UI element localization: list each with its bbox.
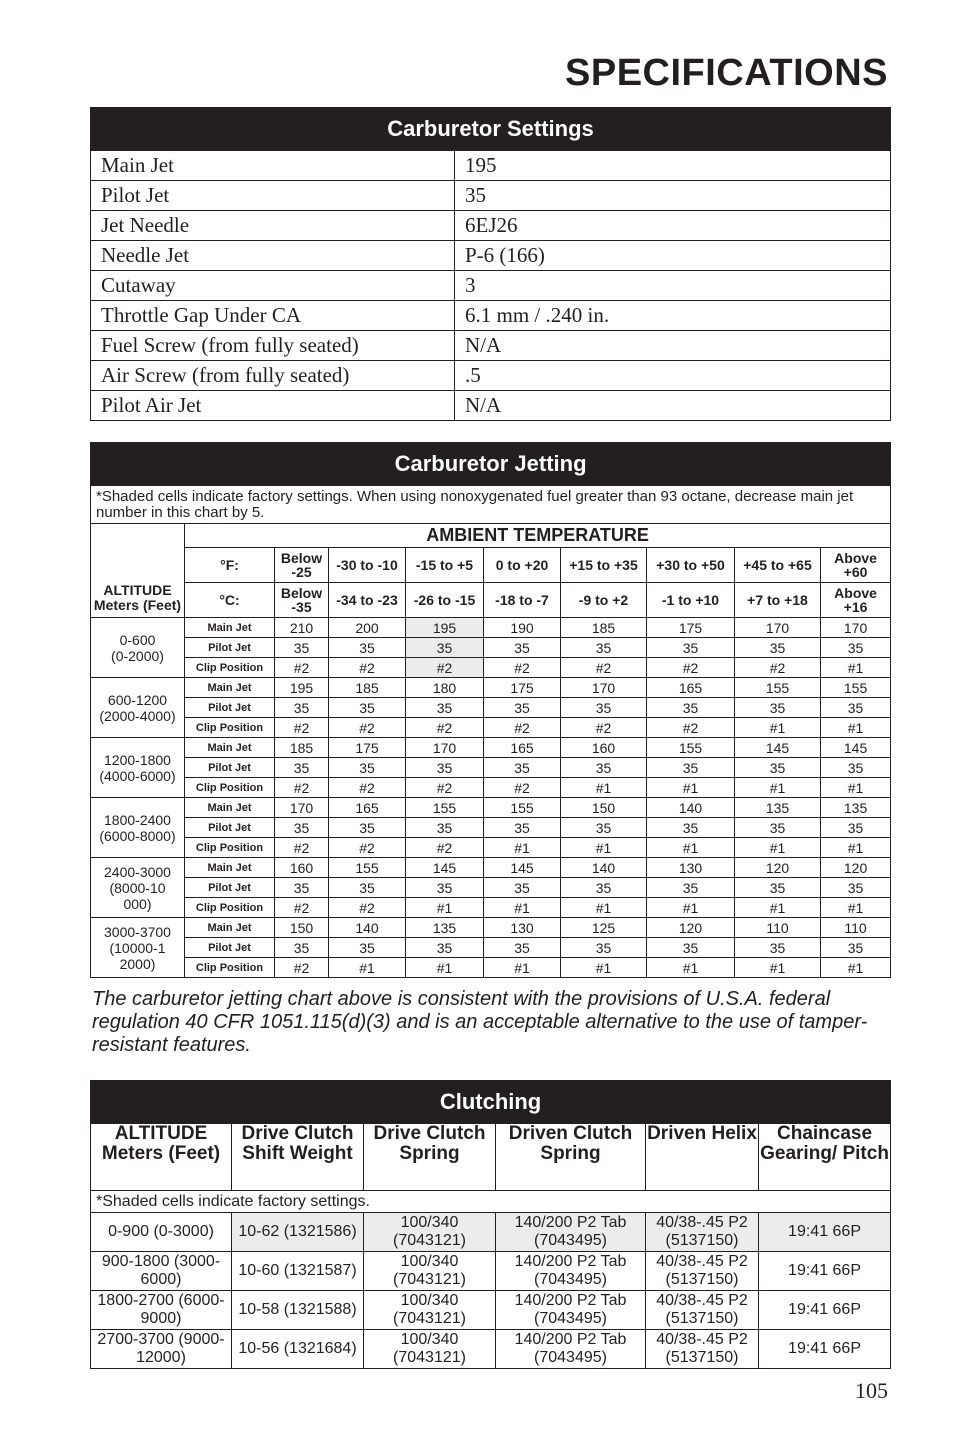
jetting-row-label: Pilot Jet <box>185 638 275 658</box>
jetting-cell: #2 <box>406 718 484 738</box>
jetting-cell: 145 <box>821 738 891 758</box>
jetting-cell: 35 <box>821 878 891 898</box>
jetting-cell: #1 <box>735 778 821 798</box>
jetting-cell: 165 <box>484 738 561 758</box>
jetting-cell: 160 <box>275 858 329 878</box>
celsius-range: -18 to -7 <box>484 583 561 618</box>
jetting-row-label: Clip Position <box>185 778 275 798</box>
altitude-header: ALTITUDE Meters (Feet) <box>91 524 185 618</box>
jetting-row <box>91 818 891 838</box>
altitude-cell <box>91 738 185 798</box>
settings-row <box>91 241 891 271</box>
fahrenheit-range: 0 to +20 <box>484 548 561 583</box>
fahrenheit-range: +30 to +50 <box>647 548 735 583</box>
fahrenheit-range: +15 to +35 <box>561 548 647 583</box>
jetting-cell: 170 <box>406 738 484 758</box>
clutching-header: Drive Clutch Spring <box>364 1124 496 1191</box>
jetting-cell: 35 <box>484 698 561 718</box>
jetting-cell: 35 <box>329 818 406 838</box>
jetting-cell: 35 <box>821 638 891 658</box>
clutching-cell: 100/340 (7043121) <box>364 1252 496 1291</box>
jetting-cell: 35 <box>484 638 561 658</box>
jetting-cell: #1 <box>561 778 647 798</box>
jetting-cell: #1 <box>647 838 735 858</box>
jetting-cell: #2 <box>329 838 406 858</box>
jetting-row <box>91 718 891 738</box>
altitude-feet: (4000-6000) <box>99 767 176 784</box>
setting-label: Needle Jet <box>91 241 455 271</box>
ambient-temperature-header: AMBIENT TEMPERATURE <box>185 524 891 548</box>
jetting-cell: 35 <box>329 698 406 718</box>
jetting-cell: #1 <box>484 838 561 858</box>
jetting-cell: #2 <box>406 838 484 858</box>
jetting-cell: 185 <box>561 618 647 638</box>
jetting-row <box>91 638 891 658</box>
jetting-cell: #1 <box>561 958 647 978</box>
jetting-cell: #2 <box>561 658 647 678</box>
jetting-cell: 135 <box>735 798 821 818</box>
jetting-cell: 35 <box>647 758 735 778</box>
jetting-cell: 140 <box>561 858 647 878</box>
jetting-cell: 35 <box>561 878 647 898</box>
jetting-cell: 140 <box>647 798 735 818</box>
jetting-cell: 200 <box>329 618 406 638</box>
page-title: SPECIFICATIONS <box>565 52 888 94</box>
jetting-cell: #2 <box>275 838 329 858</box>
jetting-cell: 35 <box>561 818 647 838</box>
jetting-cell: 35 <box>484 758 561 778</box>
jetting-cell: 35 <box>821 758 891 778</box>
altitude-meters: 1200-1800 <box>104 751 171 768</box>
altitude-cell <box>91 618 185 678</box>
jetting-cell: #1 <box>561 898 647 918</box>
jetting-cell: #2 <box>647 658 735 678</box>
altitude-cell <box>91 798 185 858</box>
clutching-cell: 140/200 P2 Tab (7043495) <box>496 1291 646 1330</box>
jetting-cell: 35 <box>275 818 329 838</box>
clutching-header: Driven Helix <box>646 1124 759 1191</box>
clutching-cell: 100/340 (7043121) <box>364 1213 496 1252</box>
jetting-cell: 160 <box>561 738 647 758</box>
jetting-cell: 130 <box>647 858 735 878</box>
altitude-meters: 2400-3000 <box>104 863 171 880</box>
clutching-header: ALTITUDE Meters (Feet) <box>91 1124 232 1191</box>
jetting-row-label: Pilot Jet <box>185 818 275 838</box>
jetting-cell: 35 <box>735 758 821 778</box>
fahrenheit-range: Above +60 <box>821 548 891 583</box>
jetting-cell: #1 <box>821 658 891 678</box>
jetting-cell: 170 <box>735 618 821 638</box>
jetting-cell: #1 <box>821 898 891 918</box>
jetting-cell: 35 <box>735 878 821 898</box>
jetting-cell: 120 <box>735 858 821 878</box>
jetting-cell: 155 <box>406 798 484 818</box>
jetting-cell: 35 <box>561 698 647 718</box>
jetting-row <box>91 738 891 758</box>
jetting-row-label: Main Jet <box>185 798 275 818</box>
jetting-cell: 140 <box>329 918 406 938</box>
jetting-cell: 190 <box>484 618 561 638</box>
carburetor-settings-table <box>90 107 891 421</box>
jetting-cell: 35 <box>406 818 484 838</box>
jetting-cell: 150 <box>561 798 647 818</box>
celsius-range: +7 to +18 <box>735 583 821 618</box>
settings-row <box>91 331 891 361</box>
setting-value: 3 <box>455 271 891 301</box>
jetting-row-label: Clip Position <box>185 718 275 738</box>
jetting-cell: 35 <box>647 638 735 658</box>
clutching-note: *Shaded cells indicate factory settings. <box>91 1191 891 1213</box>
jetting-cell: 35 <box>275 758 329 778</box>
jetting-cell: 110 <box>735 918 821 938</box>
jetting-cell: #2 <box>406 778 484 798</box>
jetting-cell: 170 <box>821 618 891 638</box>
jetting-cell: 120 <box>647 918 735 938</box>
celsius-label: °C: <box>185 583 275 618</box>
fahrenheit-range: +45 to +65 <box>735 548 821 583</box>
clutching-cell: 140/200 P2 Tab (7043495) <box>496 1252 646 1291</box>
clutching-cell: 19:41 66P <box>759 1330 891 1369</box>
jetting-cell: 155 <box>484 798 561 818</box>
jetting-row-label: Pilot Jet <box>185 758 275 778</box>
jetting-cell: 155 <box>647 738 735 758</box>
jetting-cell: 35 <box>406 698 484 718</box>
jetting-row-label: Main Jet <box>185 738 275 758</box>
clutching-header: Chaincase Gearing/ Pitch <box>759 1124 891 1191</box>
settings-row <box>91 361 891 391</box>
settings-row <box>91 391 891 421</box>
jetting-cell: #2 <box>275 958 329 978</box>
jetting-cell: #2 <box>484 658 561 678</box>
jetting-cell: #1 <box>821 718 891 738</box>
celsius-range: Above +16 <box>821 583 891 618</box>
clutching-row <box>91 1291 891 1330</box>
clutching-cell: 10-62 (1321586) <box>232 1213 364 1252</box>
jetting-cell: 35 <box>406 758 484 778</box>
clutching-cell: 10-56 (1321684) <box>232 1330 364 1369</box>
jetting-cell: 145 <box>735 738 821 758</box>
jetting-row <box>91 858 891 878</box>
jetting-cell: 180 <box>406 678 484 698</box>
jetting-row <box>91 938 891 958</box>
jetting-row <box>91 798 891 818</box>
clutching-cell: 40/38-.45 P2 (5137150) <box>646 1213 759 1252</box>
settings-row <box>91 211 891 241</box>
jetting-cell: 35 <box>735 818 821 838</box>
clutching-cell: 0-900 (0-3000) <box>91 1213 232 1252</box>
setting-label: Cutaway <box>91 271 455 301</box>
jetting-row <box>91 658 891 678</box>
clutching-cell: 900-1800 (3000-6000) <box>91 1252 232 1291</box>
jetting-row <box>91 898 891 918</box>
jetting-cell: 35 <box>735 638 821 658</box>
jetting-row-label: Pilot Jet <box>185 698 275 718</box>
jetting-row-label: Main Jet <box>185 618 275 638</box>
jetting-cell: 135 <box>821 798 891 818</box>
clutching-cell: 2700-3700 (9000-12000) <box>91 1330 232 1369</box>
jetting-row <box>91 698 891 718</box>
setting-value: 195 <box>455 151 891 181</box>
clutching-row <box>91 1330 891 1369</box>
jetting-row <box>91 678 891 698</box>
regulation-note: The carburetor jetting chart above is consistent with the provisions of U.S.A. federal regulation 40 CFR 1051.115(d)(3) and is an acceptable alternative to the use of tamper-resistant features. <box>92 988 868 1056</box>
jetting-cell: #2 <box>329 718 406 738</box>
clutching-cell: 140/200 P2 Tab (7043495) <box>496 1330 646 1369</box>
altitude-cell <box>91 858 185 918</box>
jetting-cell: #2 <box>275 778 329 798</box>
settings-row <box>91 301 891 331</box>
settings-row <box>91 151 891 181</box>
jetting-row <box>91 878 891 898</box>
jetting-cell: #1 <box>821 838 891 858</box>
altitude-meters: 600-1200 <box>107 691 168 708</box>
jetting-cell: #2 <box>484 718 561 738</box>
altitude-meters: 3000-3700 <box>104 923 171 940</box>
jetting-cell: 35 <box>329 938 406 958</box>
setting-value: .5 <box>455 361 891 391</box>
setting-value: N/A <box>455 331 891 361</box>
jetting-cell: 35 <box>329 758 406 778</box>
jetting-row <box>91 758 891 778</box>
clutching-header: Drive Clutch Shift Weight <box>232 1124 364 1191</box>
jetting-cell: 35 <box>647 818 735 838</box>
jetting-cell: 35 <box>275 698 329 718</box>
jetting-cell: 210 <box>275 618 329 638</box>
jetting-cell: #2 <box>561 718 647 738</box>
clutching-cell: 19:41 66P <box>759 1291 891 1330</box>
carburetor-jetting-table <box>90 442 891 978</box>
jetting-cell: 145 <box>406 858 484 878</box>
jetting-cell: 185 <box>329 678 406 698</box>
jetting-cell: 35 <box>647 698 735 718</box>
jetting-cell: #1 <box>484 958 561 978</box>
jetting-cell: 155 <box>821 678 891 698</box>
jetting-cell: #1 <box>735 898 821 918</box>
clutching-row <box>91 1252 891 1291</box>
jetting-cell: 135 <box>406 918 484 938</box>
clutching-cell: 19:41 66P <box>759 1213 891 1252</box>
setting-label: Fuel Screw (from fully seated) <box>91 331 455 361</box>
jetting-cell: 35 <box>821 938 891 958</box>
jetting-cell: 175 <box>484 678 561 698</box>
jetting-cell: #1 <box>735 958 821 978</box>
jetting-cell: #1 <box>561 838 647 858</box>
jetting-cell: #1 <box>735 718 821 738</box>
jetting-cell: 35 <box>275 938 329 958</box>
jetting-row-label: Pilot Jet <box>185 878 275 898</box>
jetting-cell: 35 <box>735 938 821 958</box>
jetting-cell: 35 <box>484 938 561 958</box>
jetting-row <box>91 838 891 858</box>
jetting-cell: 35 <box>561 758 647 778</box>
jetting-cell: 35 <box>484 818 561 838</box>
jetting-cell: 35 <box>329 638 406 658</box>
fahrenheit-range: -30 to -10 <box>329 548 406 583</box>
jetting-cell: #1 <box>735 838 821 858</box>
jetting-cell: #2 <box>484 778 561 798</box>
jetting-cell: #2 <box>329 898 406 918</box>
celsius-range: -1 to +10 <box>647 583 735 618</box>
setting-label: Jet Needle <box>91 211 455 241</box>
jetting-title: Carburetor Jetting <box>91 443 891 486</box>
jetting-cell: #1 <box>647 778 735 798</box>
jetting-row-label: Main Jet <box>185 918 275 938</box>
jetting-row-label: Clip Position <box>185 658 275 678</box>
page-number: 105 <box>855 1378 888 1403</box>
setting-value: N/A <box>455 391 891 421</box>
jetting-row-label: Main Jet <box>185 858 275 878</box>
altitude-feet: (0-2000) <box>111 647 164 664</box>
clutching-title: Clutching <box>91 1081 891 1124</box>
altitude-cell <box>91 918 185 978</box>
jetting-row <box>91 918 891 938</box>
jetting-row-label: Clip Position <box>185 898 275 918</box>
settings-row <box>91 181 891 211</box>
jetting-cell: 35 <box>406 638 484 658</box>
clutching-table <box>90 1080 891 1369</box>
jetting-row-label: Main Jet <box>185 678 275 698</box>
jetting-cell: 165 <box>647 678 735 698</box>
clutching-cell: 1800-2700 (6000-9000) <box>91 1291 232 1330</box>
jetting-cell: 170 <box>275 798 329 818</box>
jetting-cell: 35 <box>275 878 329 898</box>
clutching-cell: 40/38-.45 P2 (5137150) <box>646 1291 759 1330</box>
jetting-cell: 130 <box>484 918 561 938</box>
jetting-cell: 155 <box>735 678 821 698</box>
altitude-feet: (8000-10000) <box>109 879 166 912</box>
jetting-cell: 35 <box>329 878 406 898</box>
setting-value: 35 <box>455 181 891 211</box>
fahrenheit-range: -15 to +5 <box>406 548 484 583</box>
settings-title: Carburetor Settings <box>91 108 891 151</box>
celsius-range: Below -35 <box>275 583 329 618</box>
jetting-cell: 165 <box>329 798 406 818</box>
jetting-cell: 35 <box>647 938 735 958</box>
jetting-cell: 35 <box>735 698 821 718</box>
jetting-cell: #1 <box>484 898 561 918</box>
jetting-cell: 35 <box>647 878 735 898</box>
jetting-cell: 170 <box>561 678 647 698</box>
jetting-row-label: Pilot Jet <box>185 938 275 958</box>
jetting-note: *Shaded cells indicate factory settings. When using nonoxygenated fuel greater than 93 octane, decrease main jet number in this chart by 5. <box>91 486 891 524</box>
celsius-range: -9 to +2 <box>561 583 647 618</box>
altitude-feet: (2000-4000) <box>99 707 176 724</box>
setting-label: Pilot Jet <box>91 181 455 211</box>
jetting-cell: 35 <box>821 698 891 718</box>
jetting-row <box>91 958 891 978</box>
jetting-cell: #1 <box>329 958 406 978</box>
jetting-cell: 35 <box>484 878 561 898</box>
jetting-cell: #1 <box>647 958 735 978</box>
jetting-cell: #2 <box>406 658 484 678</box>
jetting-cell: 195 <box>406 618 484 638</box>
jetting-row-label: Clip Position <box>185 838 275 858</box>
clutching-cell: 10-58 (1321588) <box>232 1291 364 1330</box>
jetting-cell: 150 <box>275 918 329 938</box>
setting-value: P-6 (166) <box>455 241 891 271</box>
jetting-cell: 145 <box>484 858 561 878</box>
setting-label: Air Screw (from fully seated) <box>91 361 455 391</box>
altitude-feet: (10000-12000) <box>109 939 166 972</box>
setting-value: 6.1 mm / .240 in. <box>455 301 891 331</box>
celsius-range: -26 to -15 <box>406 583 484 618</box>
jetting-cell: 35 <box>561 638 647 658</box>
jetting-cell: #1 <box>406 958 484 978</box>
jetting-cell: #2 <box>329 778 406 798</box>
celsius-range: -34 to -23 <box>329 583 406 618</box>
jetting-cell: 175 <box>329 738 406 758</box>
jetting-cell: 155 <box>329 858 406 878</box>
jetting-cell: #2 <box>275 718 329 738</box>
jetting-cell: #2 <box>275 898 329 918</box>
jetting-row <box>91 618 891 638</box>
clutching-cell: 19:41 66P <box>759 1252 891 1291</box>
jetting-cell: #2 <box>647 718 735 738</box>
jetting-cell: 35 <box>561 938 647 958</box>
jetting-cell: #2 <box>735 658 821 678</box>
fahrenheit-label: °F: <box>185 548 275 583</box>
jetting-cell: 35 <box>406 878 484 898</box>
jetting-cell: 120 <box>821 858 891 878</box>
jetting-cell: #1 <box>647 898 735 918</box>
jetting-cell: 125 <box>561 918 647 938</box>
jetting-cell: #1 <box>406 898 484 918</box>
jetting-cell: 185 <box>275 738 329 758</box>
clutching-cell: 40/38-.45 P2 (5137150) <box>646 1330 759 1369</box>
clutching-cell: 10-60 (1321587) <box>232 1252 364 1291</box>
jetting-row <box>91 778 891 798</box>
altitude-meters: 1800-2400 <box>104 811 171 828</box>
jetting-cell: 35 <box>821 818 891 838</box>
clutching-cell: 140/200 P2 Tab (7043495) <box>496 1213 646 1252</box>
clutching-cell: 40/38-.45 P2 (5137150) <box>646 1252 759 1291</box>
setting-label: Throttle Gap Under CA <box>91 301 455 331</box>
jetting-cell: 195 <box>275 678 329 698</box>
clutching-cell: 100/340 (7043121) <box>364 1291 496 1330</box>
jetting-cell: 35 <box>406 938 484 958</box>
setting-value: 6EJ26 <box>455 211 891 241</box>
jetting-cell: #2 <box>329 658 406 678</box>
clutching-header: Driven Clutch Spring <box>496 1124 646 1191</box>
altitude-feet: (6000-8000) <box>99 827 176 844</box>
jetting-cell: #2 <box>275 658 329 678</box>
jetting-cell: #1 <box>821 778 891 798</box>
clutching-row <box>91 1213 891 1252</box>
jetting-row-label: Clip Position <box>185 958 275 978</box>
jetting-cell: #1 <box>821 958 891 978</box>
altitude-meters: 0-600 <box>119 631 156 648</box>
fahrenheit-range: Below -25 <box>275 548 329 583</box>
setting-label: Pilot Air Jet <box>91 391 455 421</box>
jetting-cell: 35 <box>275 638 329 658</box>
altitude-cell <box>91 678 185 738</box>
settings-row <box>91 271 891 301</box>
clutching-cell: 100/340 (7043121) <box>364 1330 496 1369</box>
jetting-cell: 175 <box>647 618 735 638</box>
jetting-cell: 110 <box>821 918 891 938</box>
setting-label: Main Jet <box>91 151 455 181</box>
